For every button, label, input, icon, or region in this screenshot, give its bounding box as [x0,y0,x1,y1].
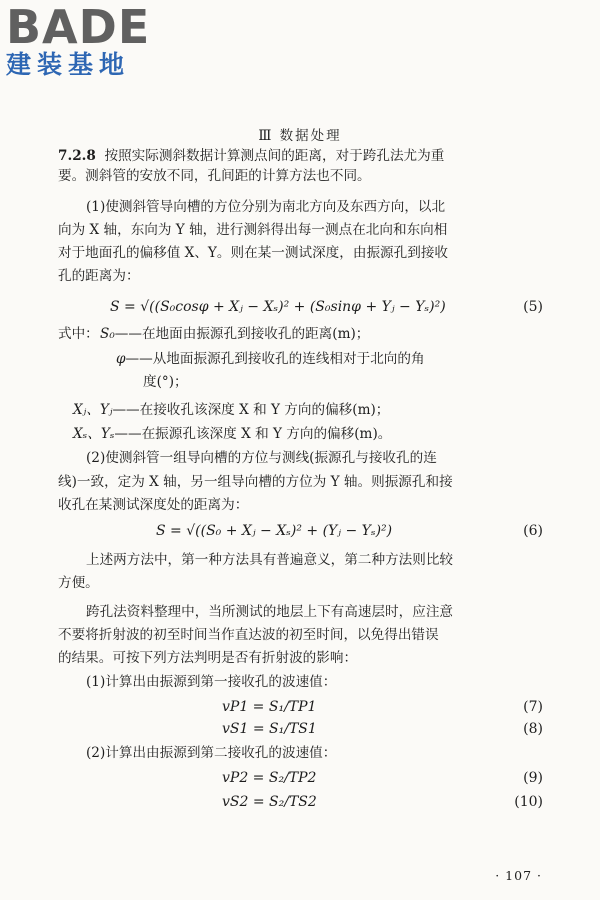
clause-text-1: 按照实际测斜数据计算测点间的距离，对于跨孔法尤为重 [104,148,445,164]
logo-subtitle: 建装基地 [6,50,131,79]
para1-line-1: (1)使测斜管导向槽的方位分别为南北方向及东西方向，以北 [86,199,446,215]
def-symbol: φ [116,351,126,367]
equation-6-formula: S = √((S₀ + Xⱼ − Xₛ)² + (Yⱼ − Yₛ)²) [156,523,393,539]
watermark-logo [6,0,181,80]
clause-line-1 [58,146,543,166]
para2-line-3: 收孔在某测试深度处的距离为： [58,497,249,513]
equation-8-number: (8) [523,721,543,737]
def-item-5: Xₛ、Yₛ——在振源孔该深度 X 和 Y 方向的偏移(m)。 [73,426,392,442]
para2-line-2: 线)一致，定为 X 轴，另一组导向槽的方位为 Y 轴。则振源孔和接 [58,474,453,490]
def-item-4: Xⱼ、Yⱼ——在接收孔该深度 X 和 Y 方向的偏移(m)； [73,402,390,418]
section-heading: Ⅲ 数据处理 [258,128,342,144]
equation-7-formula: vP1 = S₁/TP1 [222,699,317,715]
equation-9-formula: vP2 = S₂/TP2 [222,770,317,786]
clause-number: 7.2.8 [58,148,96,164]
def-symbol: S₀ [100,326,115,342]
def-symbol: Xⱼ、Yⱼ [73,402,113,418]
logo-text: BADE [6,0,151,54]
para1-line-4: 孔的距离为： [58,268,140,284]
para4-line-1: 跨孔法资料整理中，当所测试的地层上下有高速层时，应注意 [86,604,454,620]
equation-5-number: (5) [523,299,543,315]
def-item-3: 度(°)； [143,374,188,390]
def-item-1: S₀——在地面由振源孔到接收孔的距离(m)； [100,326,370,342]
equation-9-number: (9) [523,770,543,786]
equation-10-number: (10) [514,794,543,810]
equation-5-formula: S = √((S₀cosφ + Xⱼ − Xₛ)² + (S₀sinφ + Yⱼ − Yₛ)²) [110,299,446,315]
para1-line-3: 对于地面孔的偏移值 X、Y。则在某一测试深度，由振源孔到接收 [58,245,449,261]
para4-line-3: 的结果。可按下列方法判明是否有折射波的影响： [58,650,358,666]
para3-line-2: 方便。 [58,575,99,591]
equation-8-formula: vS1 = S₁/TS1 [222,721,317,737]
def-item-2: φ——从地面振源孔到接收孔的连线相对于北向的角 [116,351,425,367]
item1-text: (1)计算出由振源到第一接收孔的波速值： [86,674,337,690]
para3-line-1: 上述两方法中，第一种方法具有普遍意义，第二种方法则比较 [86,552,454,568]
item2-text: (2)计算出由振源到第二接收孔的波速值： [86,745,337,761]
equation-7-number: (7) [523,699,543,715]
equation-10-formula: vS2 = S₂/TS2 [222,794,317,810]
clause-line-2: 要。测斜管的安放不同，孔间距的计算方法也不同。 [58,168,371,184]
equation-6-number: (6) [523,523,543,539]
para2-line-1: (2)使测斜管一组导向槽的方位与测线(振源孔与接收孔的连 [86,450,437,466]
defs-prefix: 式中： [58,326,99,342]
page-number: · 107 · [495,868,542,883]
para4-line-2: 不要将折射波的初至时间当作直达波的初至时间，以免得出错误 [58,627,439,643]
para1-line-2: 向为 X 轴，东向为 Y 轴，进行测斜得出每一测点在北向和东向相 [58,222,448,238]
def-symbol: Xₛ、Yₛ [73,426,115,442]
